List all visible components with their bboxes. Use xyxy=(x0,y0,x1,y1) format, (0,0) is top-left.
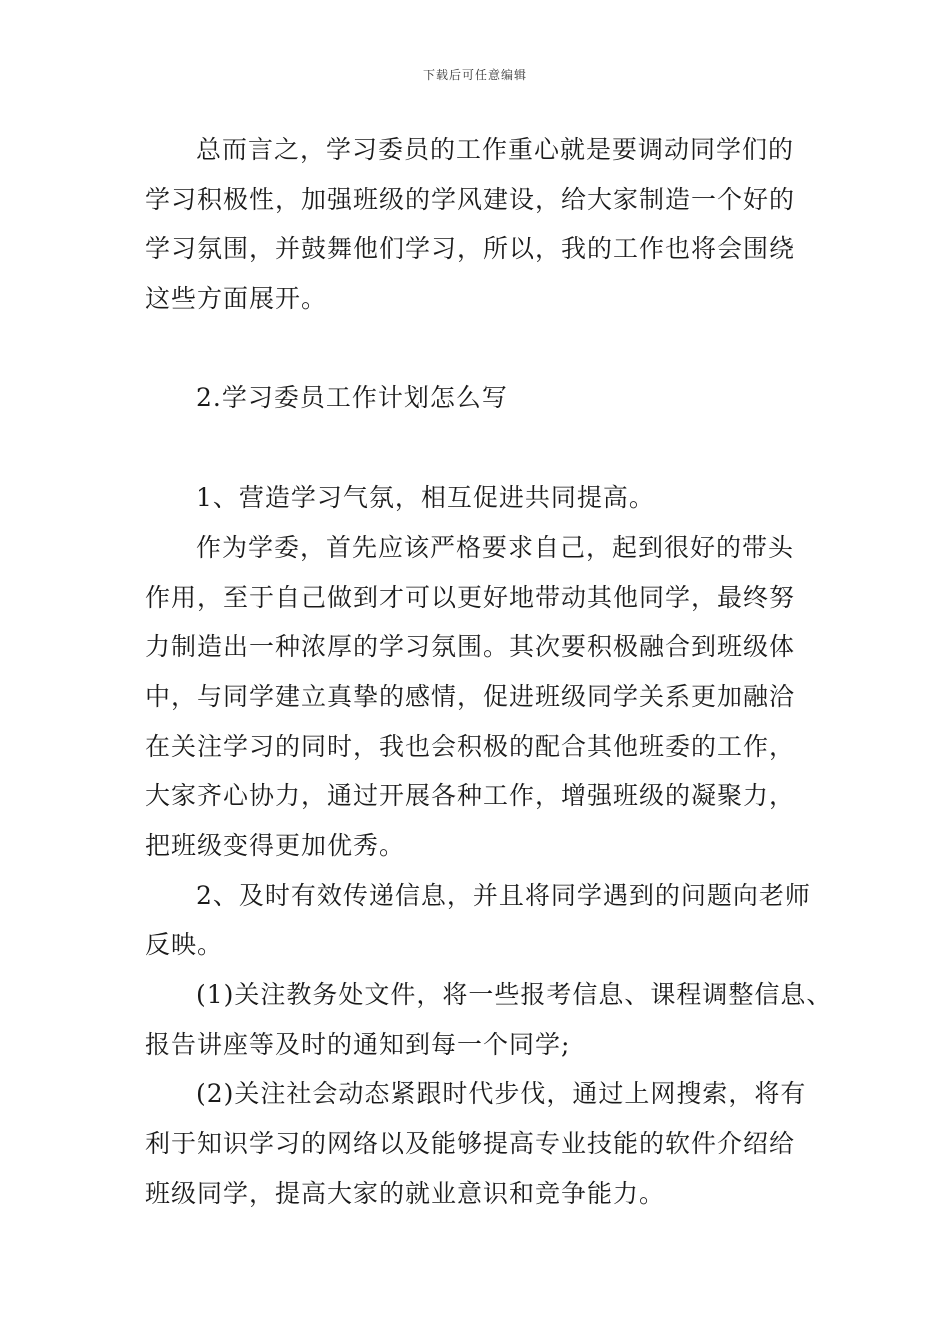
paragraph-1-line-1: 总而言之，学习委员的工作重心就是要调动同学们的 xyxy=(196,135,795,164)
subitem-1-line-2: 报告讲座等及时的通知到每一个同学; xyxy=(145,1030,571,1059)
paragraph-1-line-3: 学习氛围，并鼓舞他们学习，所以，我的工作也将会围绕 xyxy=(145,234,796,263)
paragraph-2-line-4: 中，与同学建立真挚的感情，促进班级同学关系更加融洽 xyxy=(145,682,796,711)
page-header: 下载后可任意编辑 xyxy=(422,68,527,82)
paragraph-1-line-2: 学习积极性，加强班级的学风建设，给大家制造一个好的 xyxy=(145,185,796,214)
paragraph-2-line-2: 作用，至于自己做到才可以更好地带动其他同学，最终努 xyxy=(145,583,796,612)
subitem-2-line-2: 利于知识学习的网络以及能够提高专业技能的软件介绍给 xyxy=(145,1129,796,1158)
paragraph-2-line-1: 作为学委，首先应该严格要求自己，起到很好的带头 xyxy=(196,533,795,562)
paragraph-2-line-5: 在关注学习的同时，我也会积极的配合其他班委的工作， xyxy=(145,732,796,761)
paragraph-2-line-7: 把班级变得更加优秀。 xyxy=(145,831,406,860)
item-2-heading-line-1: 2、及时有效传递信息，并且将同学遇到的问题向老师 xyxy=(196,881,811,910)
item-2-heading-line-2: 反映。 xyxy=(145,930,224,959)
section-heading: 2.学习委员工作计划怎么写 xyxy=(196,383,508,412)
paragraph-2-line-6: 大家齐心协力，通过开展各种工作，增强班级的凝聚力， xyxy=(145,781,796,810)
subitem-1-line-1: (1)关注教务处文件，将一些报考信息、课程调整信息、 xyxy=(196,980,833,1009)
subitem-2-line-1: (2)关注社会动态紧跟时代步伐，通过上网搜索，将有 xyxy=(196,1079,807,1108)
item-1-heading: 1、营造学习气氛，相互促进共同提高。 xyxy=(196,483,655,512)
paragraph-2-line-3: 力制造出一种浓厚的学习氛围。其次要积极融合到班级体 xyxy=(145,632,796,661)
subitem-2-line-3: 班级同学，提高大家的就业意识和竞争能力。 xyxy=(145,1179,666,1208)
paragraph-1-line-4: 这些方面展开。 xyxy=(145,284,328,313)
